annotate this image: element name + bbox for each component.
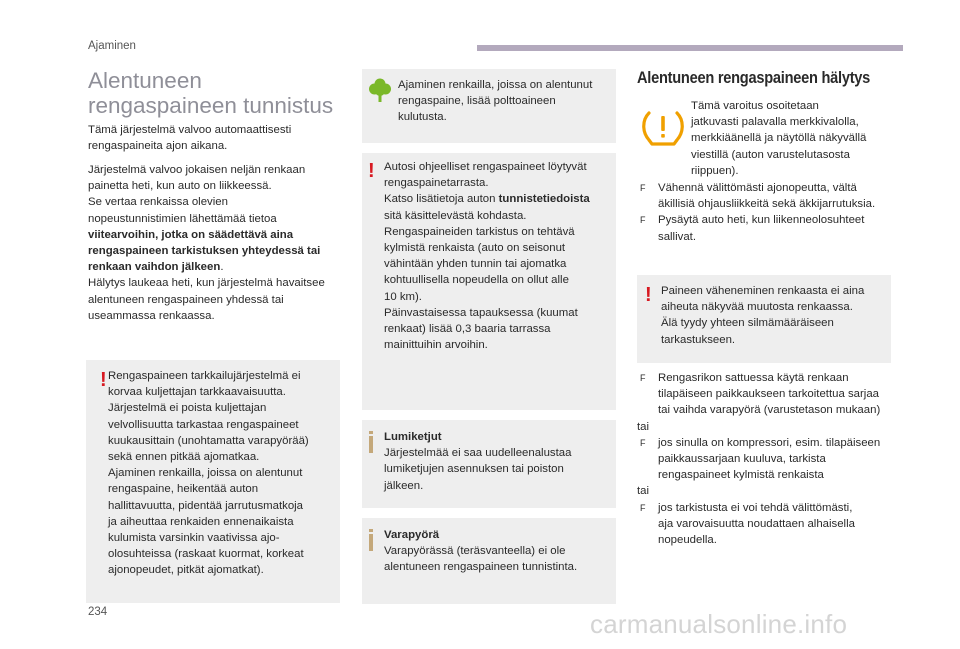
option-line: nopeudella. bbox=[658, 534, 717, 547]
warning-line: ja aiheuttaa renkaiden ennenaikaista bbox=[108, 515, 294, 528]
section-title-line1: Alentuneen bbox=[88, 68, 202, 93]
warning-line: Järjestelmä ei poista kuljettajan bbox=[108, 402, 267, 415]
option-line: aja varovaisuutta noudattaen alhaisella bbox=[658, 517, 855, 530]
note-line: aiheuta näkyvää muutosta renkaassa. bbox=[661, 301, 853, 314]
pressure-line: mainittuihin arvoihin. bbox=[384, 339, 488, 352]
spare-wheel-line: alentuneen rengaspaineen tunnistinta. bbox=[384, 561, 578, 574]
pressure-line: kohtuullisella nopeudella on ollut alle bbox=[384, 274, 569, 287]
info-icon bbox=[369, 431, 373, 453]
pressure-line: 10 km). bbox=[384, 290, 422, 303]
page-number: 234 bbox=[88, 606, 108, 618]
description-period: . bbox=[220, 261, 224, 274]
pressure-line: renkaat) lisää 0,3 baaria tarrassa bbox=[384, 323, 551, 336]
alert-section-title: Alentuneen rengaspaineen hälytys bbox=[637, 68, 871, 87]
pressure-line: rengaspainetarrasta. bbox=[384, 177, 489, 190]
vehicle-id-reference: tunnistetiedoista bbox=[498, 193, 590, 206]
warning-box-monitoring bbox=[86, 360, 340, 603]
action-item bbox=[640, 212, 902, 244]
bullet-marker: F bbox=[640, 437, 646, 448]
option-item bbox=[640, 370, 905, 419]
section-title-line2: rengaspaineen tunnistus bbox=[88, 93, 334, 118]
warning-line: kuukausittain (unohtamatta varapyörää) bbox=[108, 434, 309, 447]
exclamation-mark-icon: ! bbox=[100, 369, 107, 391]
pressure-line: vähintään yhden tunnin tai ajomatka bbox=[384, 258, 567, 271]
alert-line: Tämä varoitus osoitetaan bbox=[691, 100, 819, 112]
option-line: paikkaussarjaan kuuluva, tarkista bbox=[658, 453, 826, 466]
or-separator: tai bbox=[637, 485, 650, 498]
option-line: Rengasrikon sattuessa käytä renkaan bbox=[658, 372, 849, 384]
eco-line: Ajaminen renkailla, joissa on alentunut bbox=[398, 79, 593, 91]
option-item bbox=[640, 500, 905, 549]
description-line: alentuneen rengaspaineen yhdessä tai bbox=[88, 293, 284, 306]
options-list bbox=[637, 370, 905, 548]
option-line: jos sinulla on kompressori, esim. tilapäiseen bbox=[658, 436, 881, 449]
description-line: painetta heti, kun auto on liikkeessä. bbox=[88, 180, 272, 193]
note-line: Älä tyydy yhteen silmämääräiseen bbox=[661, 317, 834, 330]
option-line: jos tarkistusta ei voi tehdä välittömästi, bbox=[658, 501, 853, 514]
note-line: Paineen väheneminen renkaasta ei aina bbox=[661, 285, 865, 297]
warning-line: sekä ennen pitkää ajomatkaa. bbox=[108, 451, 260, 464]
snow-chains-box bbox=[362, 420, 616, 508]
spare-wheel-box bbox=[362, 518, 616, 604]
description-bold-line: viitearvoihin, jotka on säädettävä aina bbox=[88, 228, 294, 241]
chapter-bar bbox=[477, 45, 903, 51]
watermark: carmanualsonline.info bbox=[590, 609, 848, 639]
pressure-line: Päinvastaisessa tapauksessa (kuumat bbox=[384, 306, 578, 319]
alert-line: jatkuvasti palavalla merkkivalolla, bbox=[691, 116, 859, 129]
warning-line: velvollisuutta tarkastaa rengaspaineet bbox=[108, 418, 299, 431]
note-line: tarkastukseen. bbox=[661, 333, 736, 346]
tyre-pressure-warning-icon bbox=[640, 110, 686, 146]
action-line: äkillisiä ohjausliikkeitä sekä äkkijarrutuksia. bbox=[658, 198, 876, 211]
warning-line: ajonopeudet, pitkät ajomatkat). bbox=[108, 564, 264, 577]
warning-box-pressures-text bbox=[384, 159, 614, 353]
spare-wheel-line: Varapyörässä (teräsvanteella) ei ole bbox=[384, 545, 566, 558]
snow-chains-line: Järjestelmää ei saa uudelleenalustaa bbox=[384, 447, 572, 460]
bullet-marker: F bbox=[640, 502, 646, 513]
snow-chains-title: Lumiketjut bbox=[384, 431, 442, 443]
alert-line: viestillä (auton varustelutasosta bbox=[691, 148, 850, 161]
option-item bbox=[640, 435, 905, 484]
action-line: Pysäytä auto heti, kun liikenneolosuhteet bbox=[658, 214, 865, 227]
description-line: useammassa renkaassa. bbox=[88, 309, 215, 322]
pressure-line: sitä käsittelevästä kohdasta. bbox=[384, 209, 527, 222]
warning-line: Rengaspaineen tarkkailujärjestelmä ei bbox=[108, 370, 301, 382]
eco-line: kulutusta. bbox=[398, 111, 447, 124]
alert-line: merkkiäänellä ja näytöllä näkyvällä bbox=[691, 132, 867, 145]
warning-line: rengaspaine, heikentää auton bbox=[108, 483, 259, 496]
warning-line: olosuhteissa (raskaat kuormat, korkeat bbox=[108, 548, 304, 561]
warning-line: hallittavuutta, pidentää jarrutusmatkoja bbox=[108, 499, 304, 512]
option-line: rengaspaineet kylmistä renkaista bbox=[658, 469, 824, 482]
option-line: tilapäiseen paikkaukseen tarkoitettua sarjaa bbox=[658, 388, 879, 401]
or-separator: tai bbox=[637, 420, 650, 433]
pressure-line: Katso lisätietoja auton bbox=[384, 193, 499, 206]
pressure-line: kylmistä renkaista (auto on seisonut bbox=[384, 242, 566, 255]
section-title bbox=[88, 68, 358, 118]
description-line: Se vertaa renkaissa olevien bbox=[88, 196, 228, 209]
bullet-marker: F bbox=[640, 183, 646, 193]
eco-box-text bbox=[398, 77, 612, 126]
description-line: Hälytys laukeaa heti, kun järjestelmä havaitsee bbox=[88, 277, 325, 290]
pressure-line: Autosi ohjeelliset rengaspaineet löytyvät bbox=[384, 161, 587, 173]
exclamation-mark-icon: ! bbox=[645, 284, 652, 306]
intro-paragraph bbox=[88, 122, 340, 154]
description-paragraph bbox=[88, 162, 340, 324]
action-list bbox=[640, 180, 902, 245]
intro-text: Tämä järjestelmä valvoo automaattisesti rengaspaineita ajon aikana. bbox=[88, 124, 292, 153]
eco-line: rengaspaine, lisää polttoaineen bbox=[398, 95, 556, 108]
action-item bbox=[640, 180, 902, 212]
option-line: tai vaihda varapyörä (varustetason mukaan) bbox=[658, 404, 881, 417]
pressure-line: Rengaspaineiden tarkistus on tehtävä bbox=[384, 225, 575, 238]
eco-box bbox=[362, 69, 616, 143]
bullet-marker: F bbox=[640, 373, 646, 383]
warning-box-pressures bbox=[362, 153, 616, 410]
pressure-loss-note-text bbox=[661, 283, 887, 348]
spare-wheel-title: Varapyörä bbox=[384, 529, 440, 541]
exclamation-mark-icon: ! bbox=[368, 160, 375, 182]
warning-line: korvaa kuljettajan tarkkaavaisuutta. bbox=[108, 386, 286, 399]
info-icon bbox=[369, 529, 373, 551]
alert-line: riippuen). bbox=[691, 164, 739, 177]
description-line: Järjestelmä valvoo jokaisen neljän renkaan bbox=[88, 164, 306, 176]
warning-line: Ajaminen renkailla, joissa on alentunut bbox=[108, 467, 303, 480]
description-line: nopeustunnistimien lähettämää tietoa bbox=[88, 212, 277, 225]
bullet-marker: F bbox=[640, 215, 646, 226]
tree-icon bbox=[369, 78, 391, 102]
snow-chains-line: jälkeen. bbox=[384, 479, 424, 492]
snow-chains-line: lumiketjujen asennuksen tai poiston bbox=[384, 463, 564, 476]
snow-chains-text bbox=[384, 429, 612, 494]
alert-description bbox=[691, 98, 901, 179]
spare-wheel-text bbox=[384, 527, 612, 576]
warning-box-text bbox=[108, 368, 336, 579]
chapter-title: Ajaminen bbox=[88, 40, 136, 52]
description-bold-line: renkaan vaihdon jälkeen bbox=[88, 261, 221, 274]
action-line: sallivat. bbox=[658, 230, 696, 243]
action-line: Vähennä välittömästi ajonopeutta, vältä bbox=[658, 182, 857, 194]
warning-line: kulumista varsinkin vaativissa ajo- bbox=[108, 532, 280, 545]
pressure-loss-note-box bbox=[637, 275, 891, 363]
description-bold-line: rengaspaineen tarkistuksen yhteydessä tai bbox=[88, 245, 321, 258]
